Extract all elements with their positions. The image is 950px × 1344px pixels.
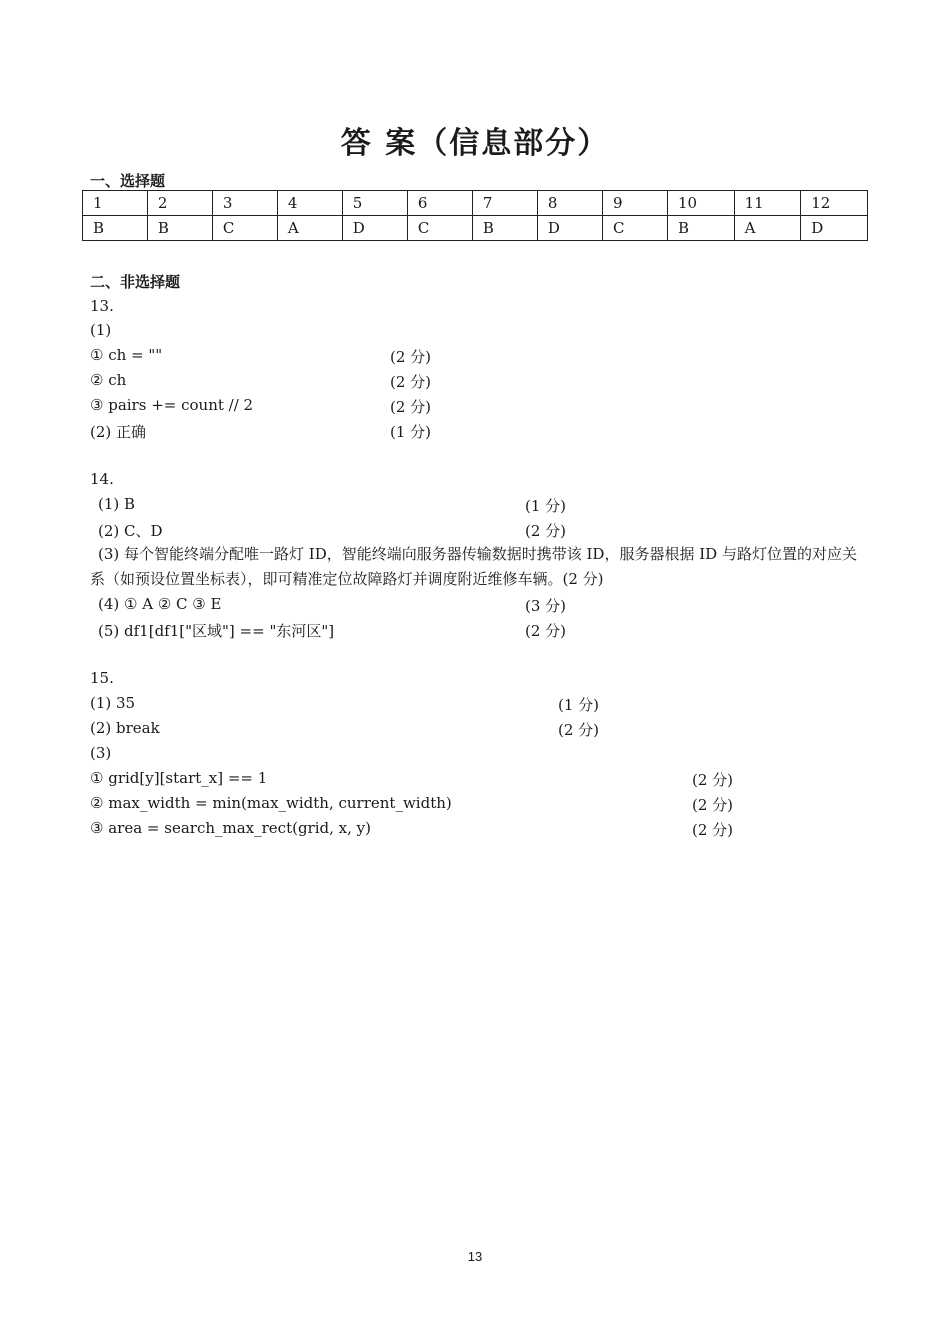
answer-line: (2) break (90, 719, 160, 737)
answer-line: (2) 正确 (90, 423, 147, 441)
question-15-part3: (3) (90, 744, 112, 762)
answer-line: ② ch (90, 371, 127, 389)
question-13-part1: (1) (90, 321, 112, 339)
score-label: (1 分) (390, 423, 432, 441)
answer-line: (4) ① A ② C ③ E (98, 595, 222, 613)
table-cell: 8 (537, 191, 602, 216)
score-label: (1 分) (525, 497, 567, 515)
table-cell: 5 (342, 191, 407, 216)
table-row-answers (83, 216, 868, 241)
table-cell: D (537, 216, 602, 241)
table-cell: B (472, 216, 537, 241)
table-cell: 2 (147, 191, 212, 216)
answer-line: ① ch = "" (90, 346, 163, 364)
score-label: (3 分) (525, 597, 567, 615)
table-cell: 12 (801, 191, 868, 216)
page-number: 13 (467, 1249, 483, 1264)
answer-paragraph: (3) 每个智能终端分配唯一路灯 ID，智能终端向服务器传输数据时携带该 ID，服务器根据 ID 与路灯位置的对应关系（如预设位置坐标表），即可精准定位故障路灯并调度附近维修车辆。(2 分) (90, 545, 857, 588)
table-cell: C (407, 216, 472, 241)
score-label: (2 分) (390, 398, 432, 416)
table-cell: B (83, 216, 148, 241)
answer-line: ② max_width = min(max_width, current_width) (90, 794, 452, 812)
question-15-label: 15. (90, 669, 114, 687)
answer-line: (1) 35 (90, 694, 136, 712)
answer-table (82, 190, 868, 241)
score-label: (2 分) (692, 771, 734, 789)
table-cell: 10 (667, 191, 734, 216)
table-cell: A (277, 216, 342, 241)
table-row-numbers (83, 191, 868, 216)
question-13-label: 13. (90, 297, 114, 315)
answer-line: (5) df1[df1["区域"] == "东河区"] (98, 622, 335, 640)
table-cell: A (734, 216, 801, 241)
table-cell: 7 (472, 191, 537, 216)
page-title: 答 案（信息部分） (340, 126, 610, 161)
table-cell: 9 (602, 191, 667, 216)
score-label: (2 分) (558, 721, 600, 739)
table-cell: 4 (277, 191, 342, 216)
score-label: (2 分) (525, 622, 567, 640)
table-cell: B (147, 216, 212, 241)
table-cell: 11 (734, 191, 801, 216)
table-cell: D (801, 216, 868, 241)
table-cell: 3 (212, 191, 277, 216)
score-label: (2 分) (390, 348, 432, 366)
table-cell: C (212, 216, 277, 241)
section-heading-choice: 一、选择题 (90, 172, 166, 190)
answer-line: ③ pairs += count // 2 (90, 396, 254, 414)
score-label: (2 分) (692, 821, 734, 839)
answer-line: (1) B (98, 495, 136, 513)
answer-line: ① grid[y][start_x] == 1 (90, 769, 268, 787)
answer-line: ③ area = search_max_rect(grid, x, y) (90, 819, 371, 837)
score-label: (2 分) (692, 796, 734, 814)
table-cell: 1 (83, 191, 148, 216)
table-cell: D (342, 216, 407, 241)
score-label: (2 分) (525, 522, 567, 540)
table-cell: B (667, 216, 734, 241)
table-cell: C (602, 216, 667, 241)
question-14-label: 14. (90, 470, 114, 488)
table-cell: 6 (407, 191, 472, 216)
answer-line: (2) C、D (98, 522, 163, 540)
score-label: (2 分) (390, 373, 432, 391)
score-label: (1 分) (558, 696, 600, 714)
section-heading-nonchoice: 二、非选择题 (90, 273, 181, 291)
